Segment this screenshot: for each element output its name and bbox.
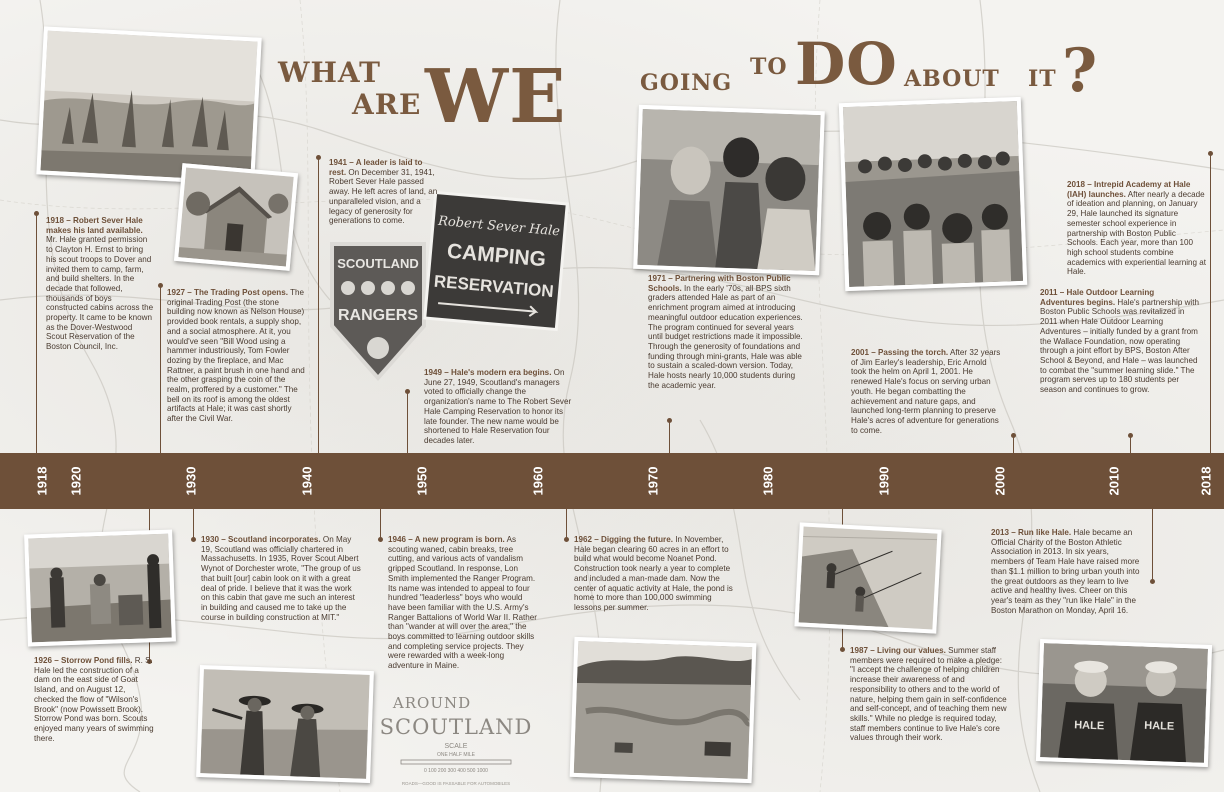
title-we: WE [425, 54, 567, 140]
photo-scouts-1930s [196, 665, 374, 783]
title-about: ABOUT [904, 66, 1000, 92]
event-2001 [851, 348, 1003, 435]
map-scale-ticks: 0 100 200 300 400 500 1000 [424, 768, 488, 774]
dot-1946 [378, 537, 383, 542]
photo-dam-construction [24, 529, 176, 646]
event-2011-body: Hale's partnership with Boston Public Schools was revitalized in 2011 when Hale Outdoor Learning Adventures – initially funded by a grant from the Wallace Foundation, now operating through a joint effort by BPS, Boston After School & Beyond, and Hale – was launched to combat the "summer learning slide." The program serves up to 180 students per season and continues to grow. [1040, 297, 1199, 395]
event-1941-body: On December 31, 1941, Robert Sever Hale passed away. He left acres of land, an unparalleled vision, and a legacy of generosity for generations to come. [329, 167, 438, 226]
map-scale-label: SCALE [444, 743, 468, 750]
title-do: DO [795, 30, 898, 98]
year-1980: 1980 [760, 466, 776, 496]
event-1927-body: The original Trading Post (the stone building now known as Nelson House) provided book rentals, a supply shop, and a social atmosphere. At it, you would've seen "Bill Wood using a hammer industriously, Tom Fowler dozing by the fireplace, and Mac Rattner, a paint brush in one hand and the other grasping the coin of the realm, proffered by a customer." The bell on its roof is among the oldest artifacts at Hale; it was cast shortly after the Civil War. [167, 288, 305, 424]
event-2011 [1040, 288, 1200, 395]
title-to: TO [750, 54, 788, 80]
map-scale-sub: ONE HALF MILE [436, 752, 476, 758]
photo-stone-building [174, 163, 298, 271]
around-scoutland-map-label [376, 690, 536, 790]
shirt-text-right: HALE [1144, 719, 1175, 733]
event-2018-body: After nearly a decade of ideation and planning, on January 29, Hale launched its signature semester school experience in partnership with Boston Public Schools. Each year, more than 100 high school students combine academics with experiential learning at Hale. [1067, 189, 1207, 277]
event-1930-body: On May 19, Scoutland was officially chartered in Massachusetts. In 1935, Rover Scout Albert Wynot of Dorchester wrote, "The group of us that built [our] cabin look on it with a great deal of pride. I believe that it was the work on this cabin that gave me such an interest in building and caused me to take up the course in building construction at MIT." [201, 535, 361, 622]
event-1971-body: In the early '70s, all BPS sixth graders attended Hale as part of an enrichment program aimed at introducing meaningful outdoor education experiences. The program continued for several years until budget restrictions made it impossible. Through the generosity of foundations and funding through mini-grants, Hale was able to sustain a scaled-down version. Today, Hale hosts nearly 10,000 students during the academic year. [648, 283, 803, 390]
scoutland-rangers-patch [326, 236, 430, 386]
dot-1962 [564, 537, 569, 542]
event-1927 [167, 288, 309, 424]
event-2013 [991, 528, 1143, 615]
year-1960: 1960 [530, 466, 546, 496]
event-1987-heading: 1987 – Living our values. [850, 646, 946, 655]
event-1930 [201, 535, 361, 622]
dot-1918 [34, 211, 39, 216]
event-1926 [34, 656, 156, 743]
stem-2013 [1152, 509, 1153, 581]
event-2013-heading: 2013 – Run like Hale. [991, 528, 1072, 537]
year-2010: 2010 [1106, 466, 1122, 496]
title-what: WHAT [278, 56, 381, 89]
dot-1941 [316, 155, 321, 160]
event-1926-heading: 1926 – Storrow Pond fills. [34, 656, 133, 665]
year-2018: 2018 [1198, 466, 1214, 496]
dot-1987 [840, 647, 845, 652]
event-1949-body: On June 27, 1949, Scoutland's managers voted to officially change the organization's name to The Robert Sever Hale Camping Reservation to honor its late founder. The new name would be shortened to Hale Reservation four decades later. [424, 368, 572, 445]
event-1918-heading: 1918 – Robert Sever Hale makes his land available. [46, 216, 143, 235]
event-1946-heading: 1946 – A new program is born. [388, 535, 505, 544]
camping-reservation-sign [423, 190, 570, 331]
stem-1927 [160, 286, 161, 453]
stem-2011 [1130, 436, 1131, 453]
photo-students-1971 [633, 105, 825, 275]
year-1940: 1940 [299, 466, 315, 496]
dot-1930 [191, 537, 196, 542]
event-1962 [574, 535, 734, 613]
year-1918: 1918 [34, 466, 50, 496]
map-label-line2: SCOUTLAND [379, 715, 533, 739]
event-1918-body: Mr. Hale granted permission to Clayton H. Ernst to bring his scout troops to Dover and invited them to camp, farm, and build shelters. In the decade that followed, thousands of boys constructed cabins across the property. It came to be known as the Dover-Westwood Scout Reservation of the Boston Council, Inc. [46, 235, 154, 352]
dot-1971 [667, 418, 672, 423]
event-2013-body: Hale became an Official Charity of the Boston Athletic Association in 2013. In six years, members of Team Hale have raised more than $1.1 million to bring urban youth into the great outdoors as they learn to live active and healthy lives. Cheer on this year's team as they "run like Hale" in the Boston Marathon on Monday, April 16. [991, 528, 1140, 615]
shirt-text-left: HALE [1074, 719, 1105, 733]
year-1930: 1930 [183, 466, 199, 496]
photo-students-2011 [839, 97, 1027, 291]
event-1971 [648, 274, 808, 390]
title-going: GOING [640, 70, 733, 96]
stem-1918 [36, 214, 37, 453]
event-1949 [424, 368, 574, 446]
dot-2001 [1011, 433, 1016, 438]
stem-1941 [318, 158, 319, 453]
event-1987-body: Summer staff members were required to make a pledge: "I accept the challenge of helping children increase their awareness of and responsibility to others and to the world of nature, helping them gain in self-confidence and self-concept, and of teaching them new skills." While no pledge is required today, staff members continue to live Hale's core values through their work. [850, 646, 1007, 743]
stem-2001 [1013, 436, 1014, 453]
stem-1946 [380, 509, 381, 539]
photo-fishing-1987 [794, 522, 941, 633]
event-1987 [850, 646, 1008, 743]
stem-2018 [1210, 154, 1211, 453]
photo-landscape-painting [36, 26, 261, 185]
sign-line3: RESERVATION [433, 271, 555, 302]
title-are: ARE [352, 88, 422, 121]
dot-2011 [1128, 433, 1133, 438]
year-1990: 1990 [876, 466, 892, 496]
year-1970: 1970 [645, 466, 661, 496]
dot-1949 [405, 389, 410, 394]
event-2001-heading: 2001 – Passing the torch. [851, 348, 949, 357]
year-1950: 1950 [414, 466, 430, 496]
year-1920: 1920 [68, 466, 84, 496]
dot-1927 [158, 283, 163, 288]
stem-1962 [566, 509, 567, 539]
patch-top-text: SCOUTLAND [337, 256, 419, 271]
photo-clearing-1962 [570, 637, 757, 783]
stem-1930 [193, 509, 194, 539]
event-1941 [329, 158, 439, 226]
title-question-mark: ? [1062, 36, 1099, 106]
event-1918 [46, 216, 154, 352]
event-2001-body: After 32 years of Jim Earley's leadership, Eric Arnold took the helm on April 1, 2001. He renewed Hale's focus on serving urban youth. He began combatting the achievement and nature gaps, and launched long-term planning to preserve Hale's acres of adventure for generations to come. [851, 348, 1001, 435]
sign-line2: CAMPING [446, 239, 547, 272]
patch-bottom-text: RANGERS [337, 307, 419, 324]
event-1927-heading: 1927 – The Trading Post opens. [167, 288, 288, 297]
event-2018 [1067, 180, 1207, 277]
event-1962-heading: 1962 – Digging the future. [574, 535, 673, 544]
event-1949-heading: 1949 – Hale's modern era begins. [424, 368, 552, 377]
event-2018-heading: 2018 – Intrepid Academy at Hale (IAH) launches. [1067, 180, 1191, 199]
year-2000: 2000 [992, 466, 1008, 496]
stem-1971 [669, 420, 670, 453]
event-1941-heading: 1941 – A leader is laid to rest. [329, 158, 423, 177]
event-1930-heading: 1930 – Scoutland incorporates. [201, 535, 321, 544]
map-label-line1: AROUND [392, 694, 472, 712]
map-footer: ROADS—GOOD IS PASSABLE FOR AUTOMOBILES [401, 781, 511, 786]
title-it: IT [1028, 66, 1057, 92]
event-2011-heading: 2011 – Hale Outdoor Learning Adventures begins. [1040, 288, 1155, 307]
dot-2018 [1208, 151, 1213, 156]
event-1926-body: R. S. Hale led the construction of a dam on the east side of Goat Island, and on August 12, checked the flow of "Wilson's Brook" (now Powissett Brook). Storrow Pond was born. Scouts enjoyed many years of swimming there. [34, 656, 154, 743]
sign-line1: Robert Sever Hale [437, 213, 561, 240]
event-1971-heading: 1971 – Partnering with Boston Public Schools. [648, 274, 791, 293]
stem-1949 [407, 392, 408, 453]
event-1946-body: As scouting waned, cabin breaks, tree cutting, and various acts of vandalism gripped Scoutland. In response, Lon Smith implemented the Ranger Program. Its name was intended to appeal to four hundred "leaderless" boys who would have been familiar with the U.S. Army's Ranger Battalions of World War II. Rather than "wander at will over the area," the boys committed to learning outdoor skills and completing service projects. They were rewarded with a week-long adventure in Maine. [388, 535, 537, 671]
dot-2013 [1150, 579, 1155, 584]
photo-marathon-runners [1036, 639, 1212, 767]
event-1962-body: In November, Hale began clearing 60 acres in an effort to build what would become Noanet Pond. Construction took nearly a year to complete and included a man-made dam. Now the center of aquatic activity at Hale, the pond is home to more than 100,000 swimming lessons per summer. [574, 535, 733, 612]
event-1946 [388, 535, 540, 671]
